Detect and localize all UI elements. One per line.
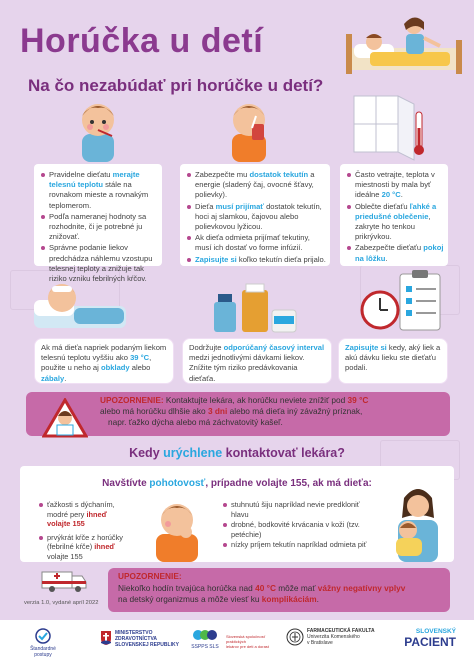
emergency-left-list — [38, 500, 128, 563]
mother-holding-child-illustration — [382, 484, 452, 562]
list-item: nízky príjem tekutín napríklad odmieta piť — [222, 540, 372, 550]
logo-text: Štandardné postupy — [30, 646, 56, 658]
ambulance-icon — [40, 568, 88, 594]
list-item: Ak dieťa odmieta prijímať tekutiny, musí ich dostať vo forme infúzií. — [186, 233, 326, 253]
logo-ministry-health — [100, 630, 180, 648]
logo-text: lekárov pre deti a dorast — [226, 644, 269, 649]
logo-text: SLOVENSKÝ — [415, 628, 456, 635]
warning-text-doctor — [100, 395, 446, 428]
logo-text: ZDRAVOTNÍCTVA — [115, 636, 158, 642]
list-item: Zabezpečte dieťaťu pokoj na lôžku. — [346, 243, 444, 263]
list-item: stuhnutú šiju napríklad nevie predkloniť hlavu — [222, 500, 372, 519]
card-time-interval: Dodržujte odporúčaný časový interval medzi jednotlivými dávkami liekov. Znížite tým riziko predávkovania dieťaťa. — [182, 338, 332, 384]
logo-pediatric-society — [226, 634, 282, 649]
page-title: Horúčka u detí — [20, 22, 264, 60]
warning-doctor-icon — [42, 398, 88, 438]
list-item: Pravidelne dieťatu merajte telesnú teplotu stále na rovnakom mieste a rovnakým teplomerom. — [40, 170, 158, 211]
card-compresses: Ak má dieťa napriek podaným liekom telesnú teplotu vyššiu ako 39 °C, použite u neho aj obklady alebo zábaly. — [34, 338, 174, 384]
logo-text: v Bratislave — [307, 640, 333, 646]
list-item: Dieťa musí prijímať dostatok tekutín, hoci aj slamkou, čajovou alebo polievkovou lyžicou. — [186, 202, 326, 233]
logo-text: Univerzita Komenského — [307, 634, 360, 640]
urgent-contact-heading: Kedy urýchlene kontaktovať lekára? — [129, 446, 345, 460]
mother-child-bed-illustration — [340, 8, 468, 80]
window-thermometer-illustration — [352, 94, 428, 162]
warning-line: na detský organizmus a môže viesť ku komplikáciám. — [118, 594, 319, 604]
card-record-medication: Zapisujte si kedy, aký liek a akú dávku lieku ste dieťaťu podali. — [338, 338, 448, 384]
child-thermometer-illustration — [72, 96, 124, 162]
list-item: ťažkosti s dýchaním, modré pery ihneď volajte 155 — [38, 500, 128, 529]
emergency-right-list — [222, 500, 372, 551]
card-room-environment — [340, 164, 448, 266]
page-subtitle: Na čo nezabúdať pri horúčke u detí? — [28, 76, 324, 95]
list-item: drobné, bodkovité krvácania v koži (tzv. petéchie) — [222, 520, 372, 539]
list-item: prvýkrát kŕče z horúčky (febrilné kŕče) ihneď volajte 155 — [38, 533, 128, 562]
logo-text: FARMACEUTICKÁ FAKULTA — [307, 628, 375, 634]
sspps-logo-icon — [191, 628, 219, 642]
card-fluids — [180, 164, 330, 266]
logo-pharmacy-faculty — [286, 628, 382, 646]
list-item: Zabezpečte mu dostatok tekutín a energie (sladený čaj, ovocné šťavy, polievky). — [186, 170, 326, 201]
warning-line: alebo má horúčku dlhšie ako 3 dni alebo má dieťa iný závažný príznak, — [100, 406, 363, 416]
list-item: Často vetrajte, teplota v miestnosti by mala byť ideálne 20 °C. — [346, 170, 444, 201]
logo-text: MINISTERSTVO — [115, 630, 153, 636]
warning-line: UPOZORNENIE: — [118, 571, 182, 581]
clock-clipboard-illustration — [356, 270, 446, 336]
logo-slovak-patient — [392, 628, 456, 648]
card-measure-temperature — [34, 164, 162, 284]
medicine-bottles-illustration — [210, 282, 300, 334]
emergency-subheading: Navštívte pohotovosť, prípadne volajte 155, ak má dieťa: — [102, 478, 372, 489]
warning-line: napr. ťažko dýcha alebo má záchvatovitý kašeľ. — [108, 417, 283, 427]
child-drinking-illustration — [222, 96, 278, 162]
sleeping-child-illustration — [30, 272, 130, 332]
coughing-child-illustration — [148, 494, 206, 562]
list-item: Oblečte dieťaťu ľahké a priedušné oblečenie, zakryte ho tenkou prikrývkou. — [346, 202, 444, 243]
logo-text: SSPPS SLS — [191, 644, 219, 650]
warning-text-complications — [118, 571, 450, 606]
logo-standard-procedures — [24, 628, 62, 658]
warning-line: UPOZORNENIE: Kontaktujte lekára, ak horúčku neviete znížiť pod 39 °C — [100, 395, 369, 405]
slovak-coat-of-arms-icon — [100, 630, 112, 646]
list-item: Správne podanie liekov predchádza náhlemu vzostupu telesnej teploty a znižuje tak riziko vzniku febrilných kŕčov. — [40, 243, 158, 284]
list-item: Zapisujte si koľko tekutín dieťa prijalo. — [186, 255, 326, 265]
logo-text: PACIENT — [404, 635, 456, 649]
list-item: Podľa nameranej hodnoty sa rozhodnite, či je potrebné ju znižovať. — [40, 212, 158, 243]
logo-text: Slovenská spoločnosť praktických — [226, 634, 266, 644]
version-label: verzia 1.0, vydané apríl 2022 — [24, 600, 99, 606]
logo-text: SLOVENSKEJ REPUBLIKY — [115, 642, 179, 648]
logo-sspps — [188, 628, 222, 650]
warning-line: Niekoľko hodín trvajúca horúčka nad 40 °C môže mať vážny negatívny vplyv — [118, 582, 406, 593]
standard-procedures-logo-icon — [34, 628, 52, 644]
pharmacy-faculty-seal-icon — [286, 628, 304, 646]
